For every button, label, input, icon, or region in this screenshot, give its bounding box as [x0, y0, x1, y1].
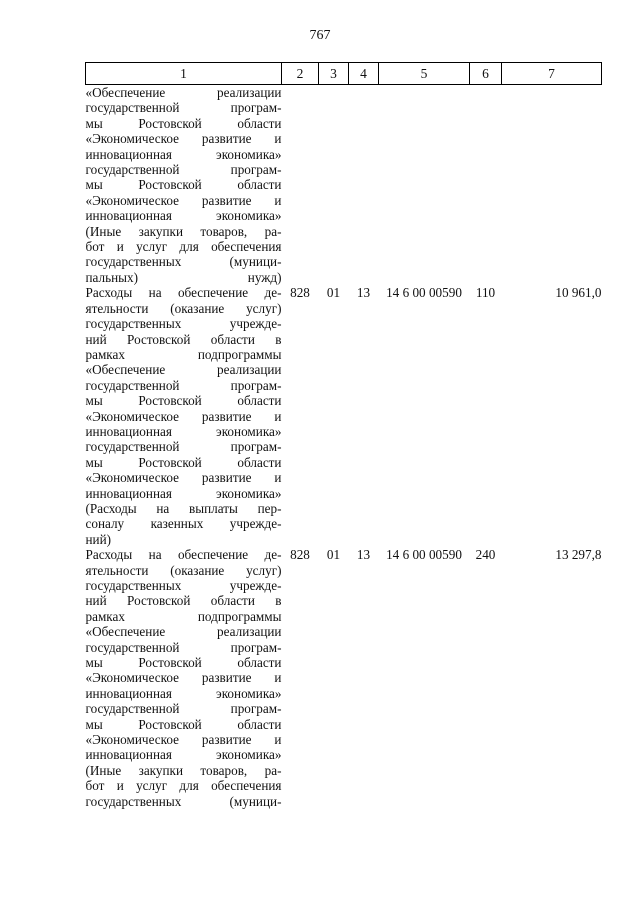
row-expense-type-code: [470, 85, 502, 286]
column-header-amount: 7: [502, 63, 602, 85]
row-target-code: 14 6 00 00590: [386, 285, 462, 301]
page-number: 767: [309, 28, 331, 43]
table-row: [86, 85, 602, 286]
table-header-row: [86, 63, 602, 85]
row-expense-type-code: 110: [475, 285, 496, 301]
row-section-code: [319, 85, 349, 286]
row-ministry-code: 828: [290, 547, 310, 563]
row-section-code: 01: [326, 547, 341, 563]
row-ministry-code: 828: [290, 285, 310, 301]
row-subsection-code: [349, 85, 379, 286]
table-row: [86, 547, 602, 809]
row-subsection-code: 13: [356, 285, 371, 301]
column-header-ministry: 2: [282, 63, 319, 85]
row-section-code: 01: [326, 285, 341, 301]
row-description: «Обеспечение реализации государственной програм- мы Ростовской области «Экономическое развитие и инновационная экономика» государственной програм- мы Ростовской области «Экономическое развитие и инновационная экономика» (Иные закупки товаров, ра- бот и услуг для обеспечения государственных (муници- пальных) нужд): [85, 85, 282, 285]
column-header-section: 3: [319, 63, 349, 85]
row-expense-type-code: 240: [475, 547, 496, 563]
row-ministry-code: [282, 85, 319, 286]
row-description: Расходы на обеспечение де- ятельности (оказание услуг) государственных учрежде- ний Ростовской области в рамках подпрограммы «Обеспечение реализации государственной програм- мы Ростовской области «Экономическое развитие и инновационная экономика» государственной програм- мы Ростовской области «Экономическое развитие и инновационная экономика» (Расходы на выплаты пер- соналу казенных учрежде- ний): [85, 285, 282, 547]
row-target-code: [379, 85, 470, 286]
column-header-subsection: 4: [349, 63, 379, 85]
table-row: [86, 285, 602, 547]
row-amount: [502, 85, 602, 286]
column-header-expense-type: 6: [470, 63, 502, 85]
column-header-target: 5: [379, 63, 470, 85]
budget-table: [85, 62, 602, 809]
row-amount: 13 297,8: [555, 547, 602, 563]
column-header-description: 1: [86, 63, 282, 85]
row-amount: 10 961,0: [555, 285, 602, 301]
row-target-code: 14 6 00 00590: [386, 547, 462, 563]
row-description: Расходы на обеспечение де- ятельности (оказание услуг) государственных учрежде- ний Ростовской области в рамках подпрограммы «Обеспечение реализации государственной програм- мы Ростовской области «Экономическое развитие и инновационная экономика» государственной програм- мы Ростовской области «Экономическое развитие и инновационная экономика» (Иные закупки товаров, ра- бот и услуг для обеспечения государственных (муници-: [85, 547, 282, 809]
row-subsection-code: 13: [356, 547, 371, 563]
